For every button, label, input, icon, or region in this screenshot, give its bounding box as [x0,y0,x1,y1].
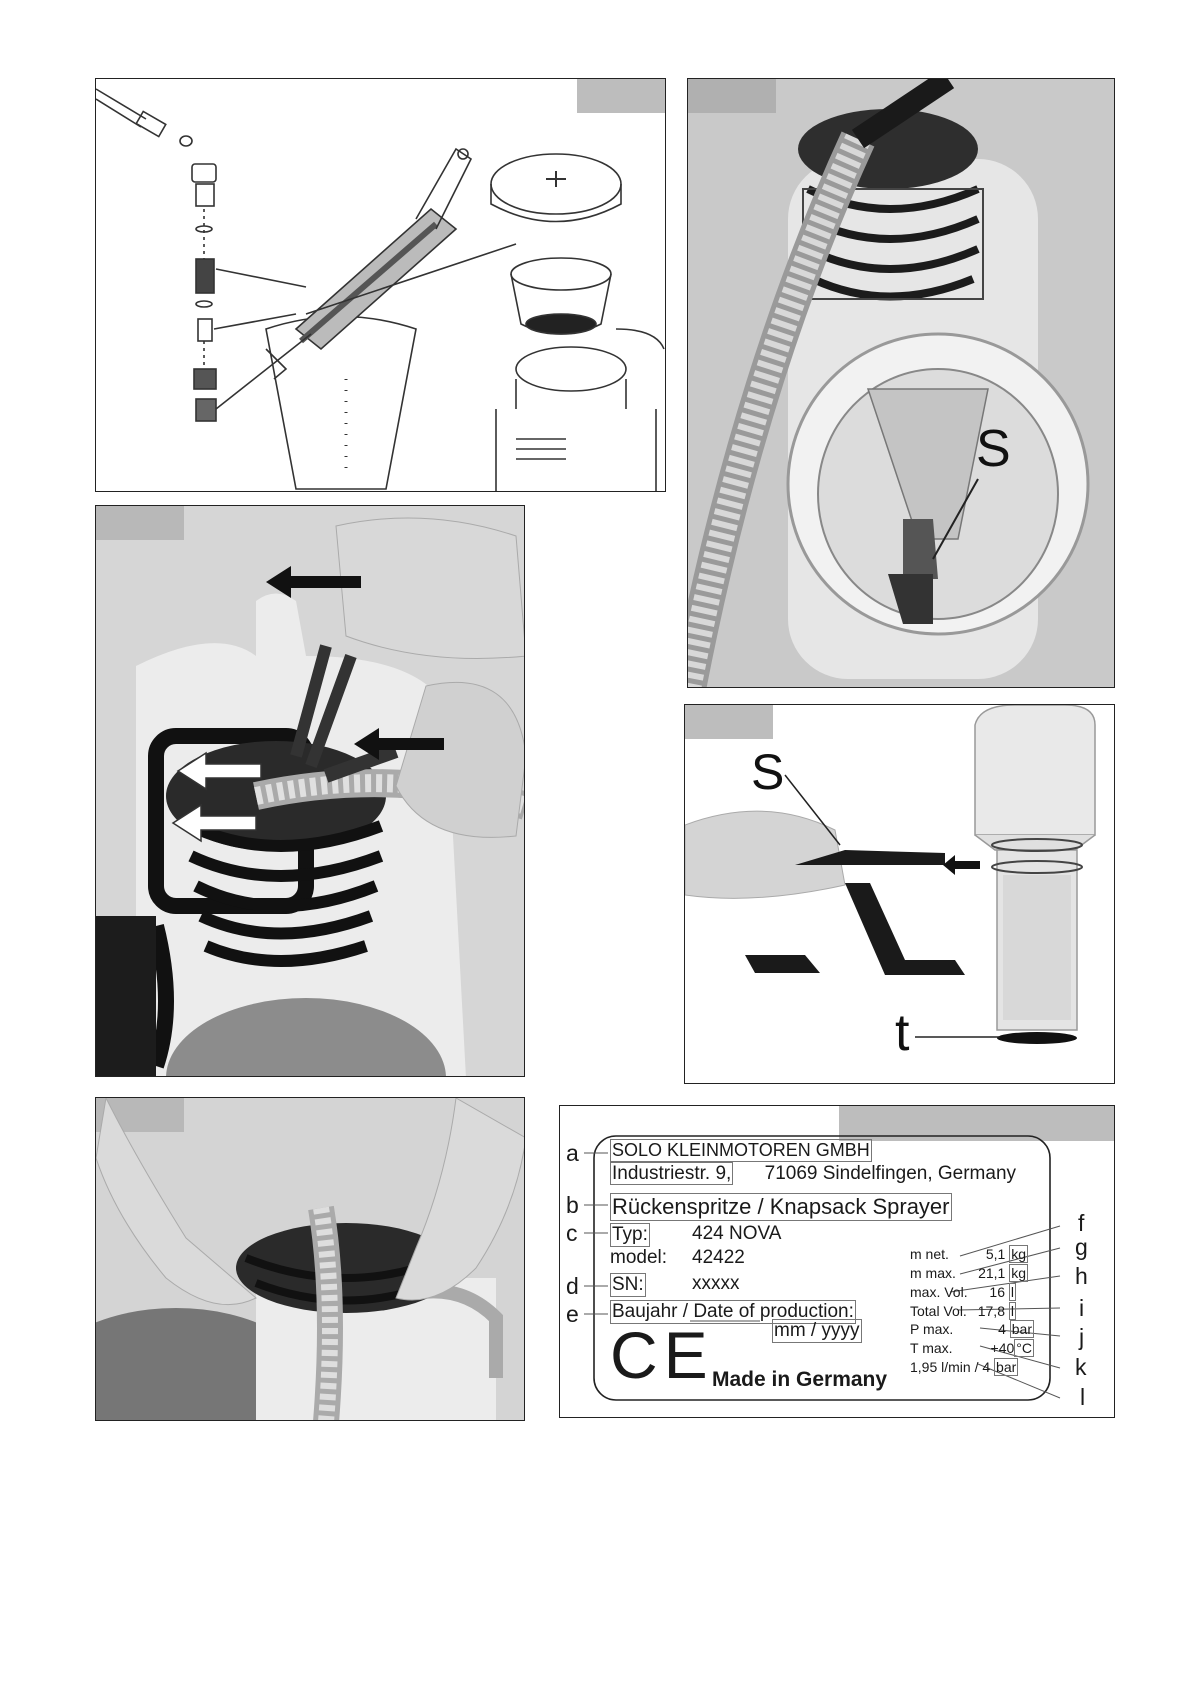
figure-s-part [684,704,1115,1084]
plate-made-in: Made in Germany [712,1368,888,1391]
spec-label: m net. [910,1246,949,1262]
plate-date-label: Baujahr / Date of production: [612,1301,854,1322]
callout-letter-g: g [1075,1234,1088,1260]
plate-date-value: mm / yyyy [774,1320,860,1341]
spec-unit: kg [1011,1246,1026,1262]
callout-letter-i: i [1079,1295,1085,1321]
ce-mark: CE [610,1318,714,1392]
figure-hose-removal [95,505,525,1077]
plate-type-label: Typ: [612,1224,648,1245]
callout-letter-e: e [566,1301,579,1327]
spec-label: T max. [910,1340,953,1356]
callout-letter-a: a [566,1140,579,1166]
callout-letter-f: f [1078,1210,1085,1236]
part-label-s: S [751,744,785,800]
tank-interior-illustration [688,79,1115,688]
plate-product: Rückenspritze / Knapsack Sprayer [612,1194,950,1219]
plate-model-label: model: [610,1247,668,1268]
plate-address [610,1163,1016,1185]
cap-removal-illustration [96,1098,525,1421]
spec-value: 17,8 [977,1303,1005,1319]
plate-sn-label: SN: [612,1274,644,1295]
plate-sn-value: xxxxx [692,1273,740,1294]
part-label-t: t [895,1004,910,1062]
callout-letter-j: j [1079,1324,1085,1350]
figure-filter-cleaning [95,78,666,492]
spec-value: +40 [990,1340,1015,1356]
plate-street: Industriestr. 9, [612,1163,732,1184]
callout-letter-c: c [566,1220,578,1246]
callout-letter-k: k [1075,1354,1087,1380]
callout-letter-b: b [566,1192,579,1218]
spec-unit: l [1010,1284,1014,1300]
spec-value: 21,1 [978,1265,1006,1281]
spec-value: 4 [998,1321,1006,1337]
filter-cleaning-illustration [96,79,666,492]
part-label-s: S [976,420,1011,478]
plate-type-value: 424 NOVA [692,1223,782,1244]
plate-model-value: 42422 [692,1247,745,1268]
callout-letter-d: d [566,1273,579,1299]
spec-row-total-vol [910,1303,1016,1319]
spec-label: P max. [910,1321,954,1337]
callout-letter-h: h [1075,1263,1088,1289]
callout-letter-l: l [1080,1384,1086,1410]
figure-cap-removal [95,1097,525,1421]
figure-tank-interior [687,78,1115,688]
spec-unit: bar [1011,1321,1032,1337]
spec-row-flow [910,1359,1018,1375]
spec-unit: bar [996,1359,1017,1375]
spec-row-m-max [910,1265,1028,1281]
plate-city: 71069 Sindelfingen, Germany [764,1163,1017,1184]
figure-nameplate [559,1105,1115,1418]
hose-removal-illustration [96,506,525,1077]
spec-unit: kg [1011,1265,1026,1281]
spec-row-m-net [910,1246,1028,1262]
spec-value: 5,1 [985,1246,1006,1262]
spec-unit: °C [1016,1340,1032,1356]
spec-label: Total Vol. [910,1303,967,1319]
spec-value: 16 [989,1284,1005,1300]
spec-row-t-max [910,1340,1034,1356]
plate-company: SOLO KLEINMOTOREN GMBH [612,1140,870,1160]
spec-row-p-max [910,1321,1034,1337]
spec-label: 1,95 l/min / 4 [910,1359,991,1375]
spec-unit: l [1010,1303,1014,1319]
spec-label: m max. [910,1265,956,1281]
spec-row-max-vol [910,1284,1016,1300]
spec-label: max. Vol. [910,1284,968,1300]
